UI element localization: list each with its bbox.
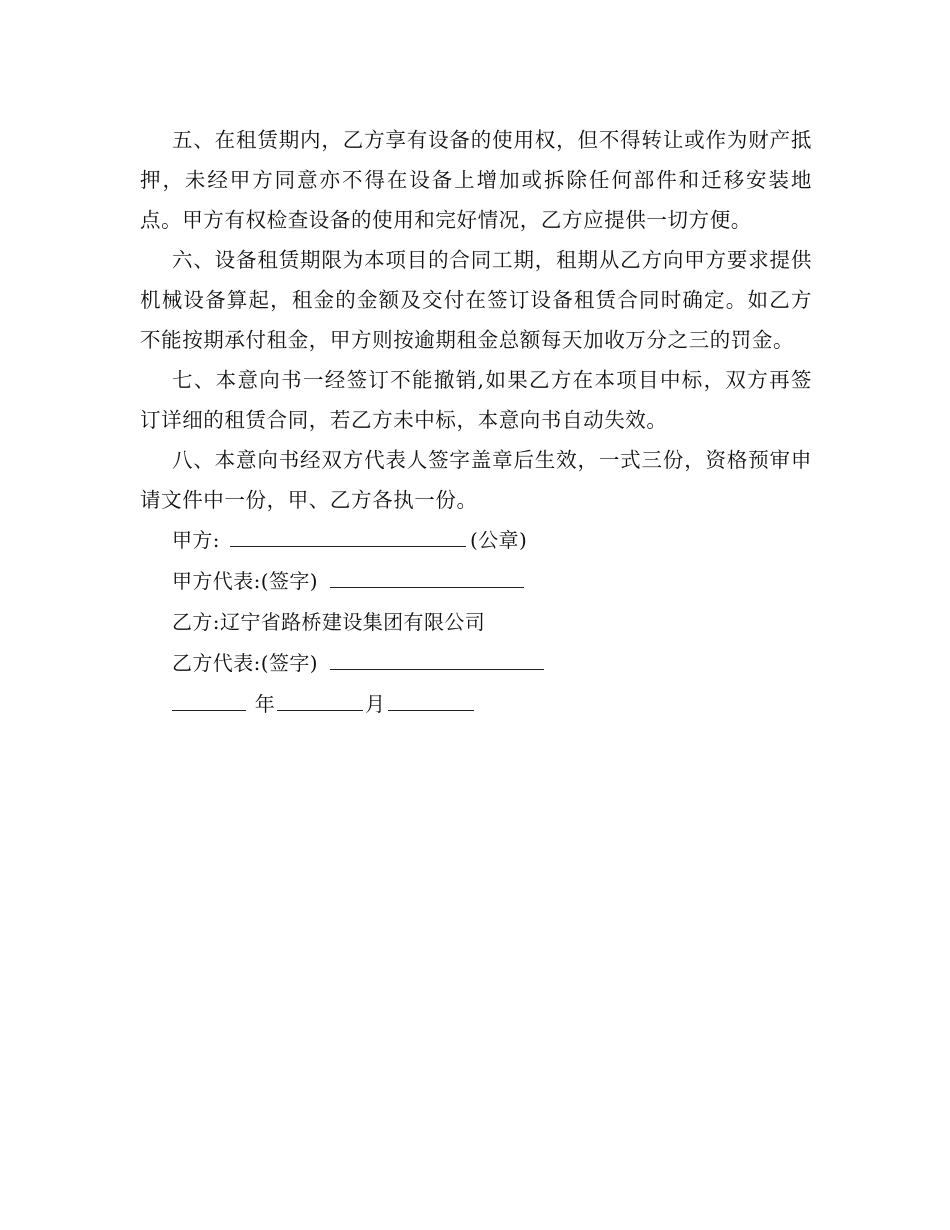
party-b-rep-line xyxy=(140,643,812,684)
party-a-rep-label: 甲方代表:(签字) xyxy=(172,569,318,593)
party-a-rep-blank xyxy=(330,561,524,588)
party-a-seal-label: (公章) xyxy=(469,528,528,552)
party-a-blank xyxy=(230,520,466,547)
party-a-line xyxy=(140,520,812,561)
document-body xyxy=(140,120,812,725)
day-blank xyxy=(388,684,474,711)
party-b-name: 乙方:辽宁省路桥建设集团有限公司 xyxy=(172,610,486,634)
month-label: 月 xyxy=(365,692,386,716)
year-label: 年 xyxy=(254,692,276,716)
year-blank xyxy=(172,684,246,711)
party-b-rep-label: 乙方代表:(签字) xyxy=(172,651,318,675)
party-a-label: 甲方: xyxy=(172,528,220,552)
party-a-rep-line xyxy=(140,561,812,602)
month-blank xyxy=(277,684,363,711)
date-line xyxy=(140,684,812,725)
clause-8: 八、本意向书经双方代表人签字盖章后生效，一式三份，资格预审申请文件中一份，甲、乙方各执一份。 xyxy=(140,448,812,512)
clause-6: 六、设备租赁期限为本项目的合同工期，租期从乙方向甲方要求提供机械设备算起，租金的金额及交付在签订设备租赁合同时确定。如乙方不能按期承付租金，甲方则按逾期租金总额每天加收万分之三的罚金。 xyxy=(140,248,812,352)
clause-7: 七、本意向书一经签订不能撤销,如果乙方在本项目中标，双方再签订详细的租赁合同，若乙方未中标，本意向书自动失效。 xyxy=(140,368,812,432)
party-b-line xyxy=(140,602,812,643)
party-b-rep-blank xyxy=(330,643,544,670)
clause-5: 五、在租赁期内，乙方享有设备的使用权，但不得转让或作为财产抵押，未经甲方同意亦不得在设备上增加或拆除任何部件和迁移安装地点。甲方有权检查设备的使用和完好情况，乙方应提供一切方便。 xyxy=(140,128,812,232)
